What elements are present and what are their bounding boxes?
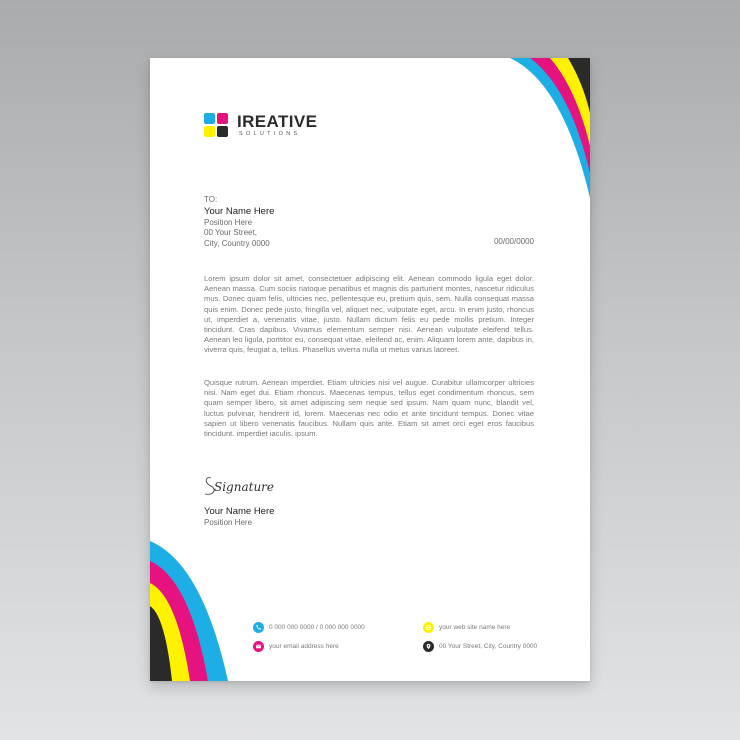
location-icon	[423, 641, 434, 652]
contact-phone	[253, 622, 365, 633]
contact-address	[423, 641, 537, 652]
cmyk-swoosh-top-right	[510, 58, 590, 198]
letterhead-page	[150, 58, 590, 681]
recipient-name: Your Name Here	[204, 205, 275, 217]
contact-address-text: 00 Your Street, City, Country 0000	[439, 643, 538, 650]
cmyk-swoosh-bottom-left	[150, 541, 230, 681]
recipient-city: City, Country 0000	[204, 238, 270, 248]
contact-phone-text: 0 000 000 0000 / 0 000 000 0000	[269, 624, 365, 631]
logo-title: IREATIVE	[237, 112, 318, 131]
body-paragraph-1: Lorem ipsum dolor sit amet, consectetuer adipiscing elit. Aenean commodo ligula eget dolor. Aenean massa. Cum sociis natoque penatibus et magnis dis parturient montes, nascetur ridiculus mus. Donec quam felis, ultricies nec, pellentesque eu, pretium quis, sem. Nulla consequat massa quis enim. Donec pede justo, fringilla vel, aliquet nec, vulputate eget, arcu. In enim justo, rhoncus ut, imperdiet a, venenatis vitae, justo. Nullam dictum felis eu pede mollis pretium. Integer tincidunt. Cras dapibus. Vivamus elementum semper nisi. Aenean vulputate eleifend tellus. Aenean leo ligula, porttitor eu, consequat vitae, eleifend ac, enim. Aliquam lorem ante, dapibus in, viverra quis, feugiat a, tellus. Phasellus viverra nulla ut metus varius laoreet.	[204, 274, 534, 355]
phone-icon	[253, 622, 264, 633]
logo-subtitle: SOLUTIONS	[239, 131, 301, 137]
logo-mark-icon	[204, 113, 230, 139]
email-icon	[253, 641, 264, 652]
signature-position: Position Here	[204, 518, 253, 527]
recipient-street: 00 Your Street,	[204, 228, 257, 237]
signature-script-text: Signature	[214, 480, 275, 494]
web-icon	[423, 622, 434, 633]
signature-name: Your Name Here	[204, 506, 275, 517]
recipient-block	[204, 195, 274, 249]
signature-script	[202, 471, 286, 501]
body-paragraph-2: Quisque rutrum. Aenean imperdiet. Etiam ultricies nisi vel augue. Curabitur ullamcorper ultricies nisi. Nam eget dui. Etiam rhoncus. Maecenas tempus, tellus eget condimentum rhoncus, sem quam semper libero, sit amet adipiscing sem neque sed ipsum. Nam quam nunc, blandit vel, luctus pulvinar, hendrerit id, lorem. Maecenas nec odio et ante tincidunt tempus. Donec vitae sapien ut libero venenatis faucibus. Nullam quis ante. Etiam sit amet orci eget eros faucibus tincidunt. imperdiet iaculis, ipsum.	[204, 378, 534, 439]
contact-email-text: your email address here	[269, 643, 339, 650]
contact-email	[253, 641, 339, 652]
letter-date: 00/00/0000	[493, 237, 534, 246]
contact-web-text: your web site name here	[439, 624, 511, 631]
contact-web	[423, 622, 510, 633]
to-label: TO:	[204, 195, 218, 204]
recipient-position: Position Here	[204, 217, 253, 227]
